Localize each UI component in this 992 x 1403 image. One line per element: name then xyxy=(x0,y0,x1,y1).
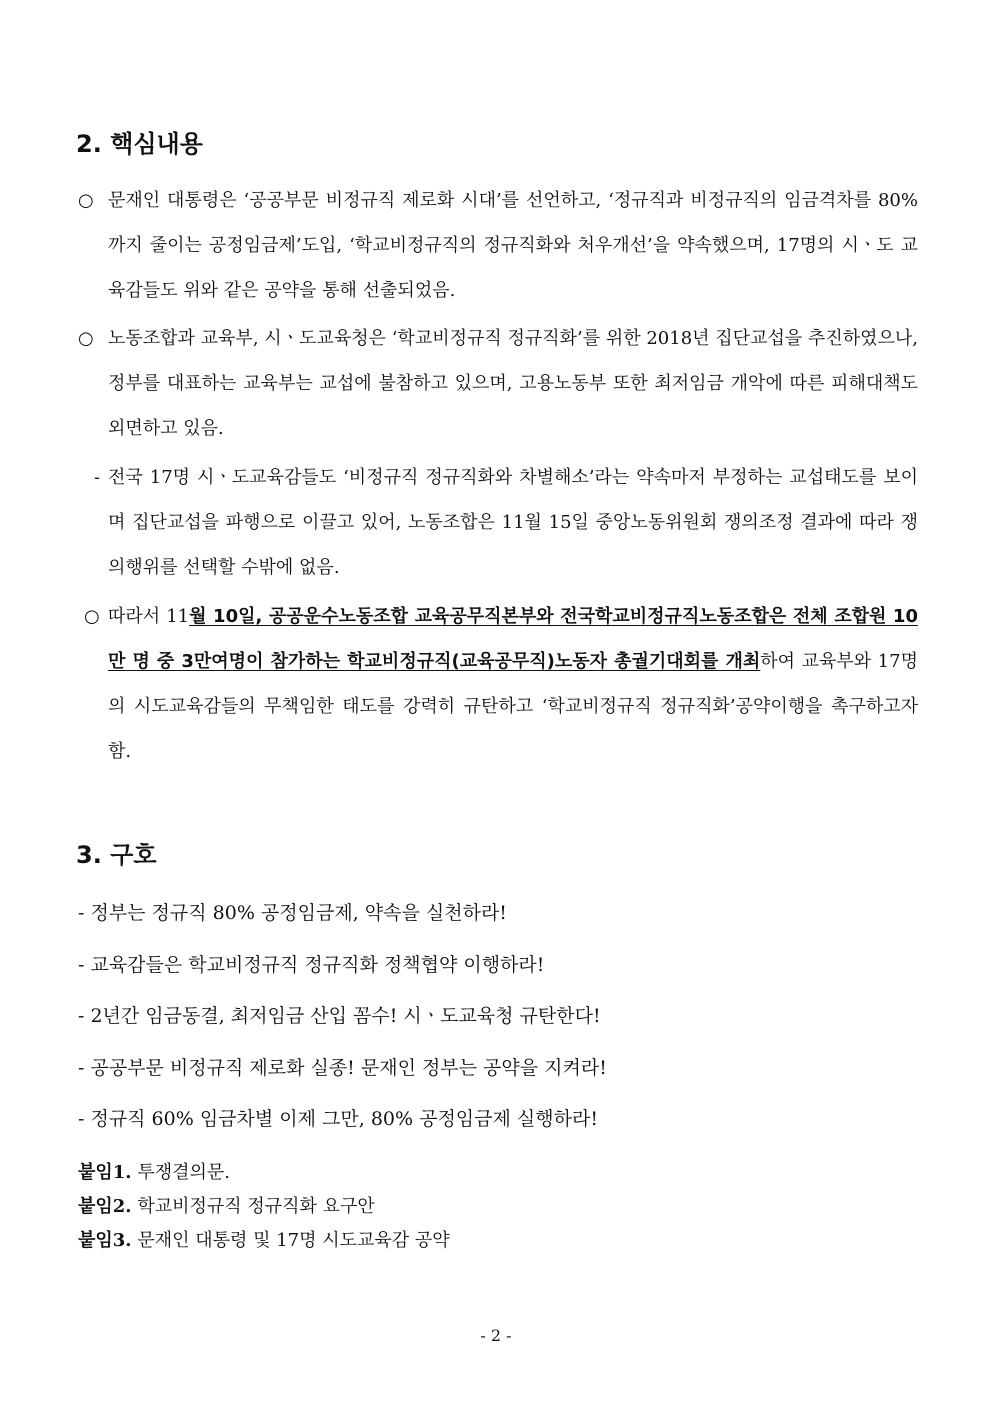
slogan-item: - 정규직 60% 임금차별 이제 그만, 80% 공정임금제 실행하라! xyxy=(78,1108,598,1130)
attachment-item xyxy=(78,1224,450,1258)
attachment-title: 학교비정규직 정규직화 요구안 xyxy=(137,1196,375,1217)
attachment-label: 붙임2. xyxy=(78,1196,132,1217)
attachment-item xyxy=(78,1156,450,1190)
slogan-item: - 정부는 정규직 80% 공정임금제, 약속을 실천하라! xyxy=(78,902,507,924)
section-3-heading: 3. 구호 xyxy=(76,841,157,869)
paragraph-text: 전국 17명 시ㆍ도교육감들도 ‘비정규직 정규직화와 차별해소’라는 약속마저 부정하는 교섭태도를 보이며 집단교섭을 파행으로 이끌고 있어, 노동조합은 11월 15일 중앙노동위원회 쟁의조정 결과에 따라 쟁의행위를 선택할 수밖에 없음. xyxy=(108,467,918,578)
circle-bullet-icon: ○ xyxy=(84,606,100,627)
paragraph-text xyxy=(108,594,918,774)
paragraph-text: 노동조합과 교육부, 시ㆍ도교육청은 ‘학교비정규직 정규직화’를 위한 2018년 집단교섭을 추진하였으나, 정부를 대표하는 교육부는 교섭에 불참하고 있으며, 고용노동부 또한 최저임금 개악에 따른 피해대책도 외면하고 있음. xyxy=(108,328,918,439)
core-content-paragraph-1 xyxy=(78,178,918,313)
page-number: - 2 - xyxy=(480,1326,512,1345)
core-content-paragraph-2 xyxy=(78,316,918,451)
slogan-item: - 교육감들은 학교비정규직 정규직화 정책협약 이행하라! xyxy=(78,953,545,976)
dash-bullet-icon: - xyxy=(94,467,101,488)
attachment-label: 붙임3. xyxy=(78,1230,132,1251)
core-content-subpoint xyxy=(94,455,918,590)
slogan-list xyxy=(78,893,918,1151)
attachment-list xyxy=(78,1156,450,1258)
slogan-item: - 2년간 임금동결, 최저임금 산입 꼼수! 시ㆍ도교육청 규탄한다! xyxy=(78,1005,601,1027)
paragraph-text: 문재인 대통령은 ‘공공부문 비정규직 제로화 시대’를 선언하고, ‘정규직과 비정규직의 임금격차를 80%까지 줄이는 공정임금제’도입, ‘학교비정규직의 정규직화와 처우개선’을 약속했으며, 17명의 시ㆍ도 교육감들도 위와 같은 공약을 통해 선출되었음. xyxy=(108,190,918,301)
attachment-label: 붙임1. xyxy=(78,1162,132,1183)
paragraph-text-tail: 하여 교육부와 17명의 시도교육감들의 무책임한 태도를 강력히 규탄하고 ‘학교비정규직 정규직화’공약이행을 촉구하고자 함. xyxy=(108,651,918,762)
attachment-item xyxy=(78,1190,450,1224)
section-2-heading: 2. 핵심내용 xyxy=(76,130,203,158)
circle-bullet-icon: ○ xyxy=(78,328,94,349)
slogan-item: - 공공부문 비정규직 제로화 실종! 문재인 정부는 공약을 지켜라! xyxy=(78,1056,607,1079)
attachment-title: 투쟁결의문. xyxy=(137,1162,230,1183)
core-content-paragraph-3 xyxy=(84,594,918,774)
attachment-title: 문재인 대통령 및 17명 시도교육감 공약 xyxy=(137,1230,450,1251)
emphasized-rally-text: 월 10일, 공공운수노동조합 교육공무직본부와 전국학교비정규직노동조합은 전체 조합원 10만 명 중 3만여명이 참가하는 학교비정규직(교육공무직)노동자 총궐기대회를 개최 xyxy=(108,606,918,672)
circle-bullet-icon: ○ xyxy=(78,190,94,211)
paragraph-text-lead: 따라서 11 xyxy=(108,606,190,627)
